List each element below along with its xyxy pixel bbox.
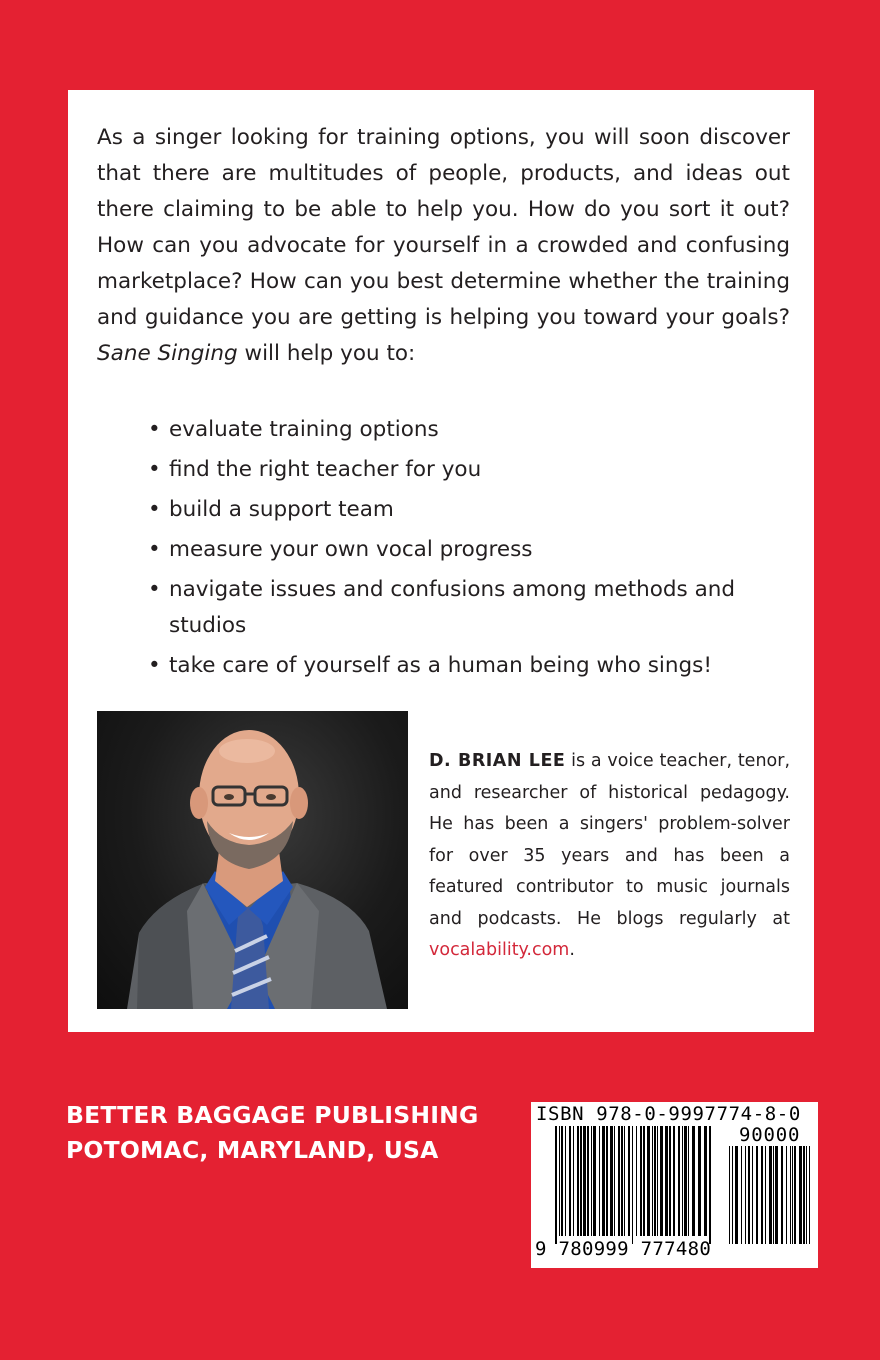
barcode-bar [610,1126,613,1236]
barcode-addon-bar [752,1146,753,1244]
barcode-addon-bar [794,1146,796,1244]
barcode-addon-bar [741,1146,742,1244]
list-item-text: build a support team [169,497,394,522]
barcode-bar [640,1126,642,1236]
barcode-bar [673,1126,675,1236]
barcode-bar [665,1126,668,1236]
bullet-icon: • [148,457,161,482]
barcode-bar [559,1126,560,1236]
barcode-bar [569,1126,571,1236]
book-description [97,120,790,372]
author-bio [429,746,790,967]
barcode-addon-bar [773,1146,774,1244]
list-item-text: navigate issues and confusions among methods and studios [169,577,736,638]
barcode-bar [657,1126,658,1236]
barcode-bar [660,1126,663,1236]
barcode-bar [654,1126,656,1236]
barcode-addon-bar [781,1146,783,1244]
list-item [148,492,788,528]
list-item [148,412,788,448]
barcode-addon-bar [729,1146,730,1244]
barcode-bar [561,1126,563,1236]
barcode-bar [591,1126,592,1236]
isbn-barcode [531,1102,818,1268]
barcode-bar [632,1126,633,1244]
barcode-addon-bar [775,1146,778,1244]
list-item [148,532,788,568]
author-photo [97,711,408,1009]
barcode-bar [621,1126,623,1236]
benefits-list [148,412,788,688]
barcode-addon-bar [792,1146,793,1244]
barcode-bar [602,1126,605,1236]
barcode-bar [678,1126,680,1236]
barcode-addon-bar [765,1146,766,1244]
barcode-addon-bar [806,1146,807,1244]
barcode-bar [577,1126,579,1236]
barcode-bar [624,1126,625,1236]
description-text-2: will help you to: [237,341,416,366]
description-text-1: As a singer looking for training options, you will soon discover that there are multitudes of people, products, and ideas out there claiming to be able to help you. How do you sort it out? How can you advocate for yourself in a crowded and confusing marketplace? How can you best determine whether the training and guidance you are getting is helping you toward your goals? [97,125,790,330]
barcode-addon-bar [745,1146,746,1244]
barcode-bar [583,1126,586,1236]
barcode-bar [682,1126,683,1236]
list-item [148,452,788,488]
author-bio-text: is a voice teacher, tenor, and researcher of historical pedagogy. He has been a singers' problem-solver for over 35 years and has been a featured contributor to music journals and podcasts. He blogs regularly at [429,751,791,929]
barcode-addon-bar [748,1146,750,1244]
barcode-bar [565,1126,566,1236]
barcode-bar [614,1126,615,1236]
barcode-bar [636,1126,637,1236]
barcode-bar [628,1126,630,1236]
bullet-icon: • [148,417,161,442]
barcode-bar [684,1126,687,1236]
barcode-addon-bar [786,1146,787,1244]
barcode-addon-bar [761,1146,763,1244]
barcode-addon-bar [809,1146,810,1244]
barcode-bar [692,1126,695,1236]
barcode-addon-bar [803,1146,805,1244]
list-item-text: evaluate training options [169,417,439,442]
barcode-addon-bar [799,1146,802,1244]
list-item-text: measure your own vocal progress [169,537,533,562]
price-code: 90000 [739,1124,801,1146]
barcode-bar [593,1126,596,1236]
back-cover-panel [68,90,814,1032]
barcode-bar [606,1126,608,1236]
list-item [148,648,788,684]
barcode-bar [647,1126,650,1236]
barcode-bar [688,1126,689,1236]
barcode-bar [580,1126,582,1236]
barcode-addon-bar [735,1146,738,1244]
bullet-icon: • [148,577,161,602]
barcode-addon-bar [732,1146,733,1244]
barcode-bar [555,1126,557,1244]
barcode-addon-bar [790,1146,791,1244]
barcode-bar [618,1126,620,1236]
barcode-bar [587,1126,589,1236]
list-item-text: take care of yourself as a human being who sings! [169,653,712,678]
author-portrait-illustration [97,711,408,1009]
list-item-text: find the right teacher for you [169,457,482,482]
barcode-bar [599,1126,600,1236]
bullet-icon: • [148,653,161,678]
publisher-location: POTOMAC, MARYLAND, USA [66,1136,439,1164]
barcode-bar [698,1126,701,1236]
publisher-name: BETTER BAGGAGE PUBLISHING [66,1101,479,1129]
list-item [148,572,788,644]
barcode-bar [573,1126,574,1236]
publisher-info [66,1098,479,1168]
barcode-digits: 9 780999 777480 [535,1238,712,1260]
barcode-bar [704,1126,707,1236]
barcode-bar [709,1126,711,1244]
book-title-italic: Sane Singing [97,341,238,366]
author-bio-end: . [569,940,575,960]
barcode-addon-bar [756,1146,758,1244]
barcode-bar [652,1126,653,1236]
author-website-link[interactable]: vocalability.com [429,940,570,960]
barcode-bar [643,1126,645,1236]
author-name: D. BRIAN LEE [429,751,566,771]
barcode-bar [669,1126,671,1236]
bullet-icon: • [148,497,161,522]
barcode-addon-bar [769,1146,772,1244]
isbn-label: ISBN 978-0-9997774-8-0 [536,1103,801,1125]
bullet-icon: • [148,537,161,562]
